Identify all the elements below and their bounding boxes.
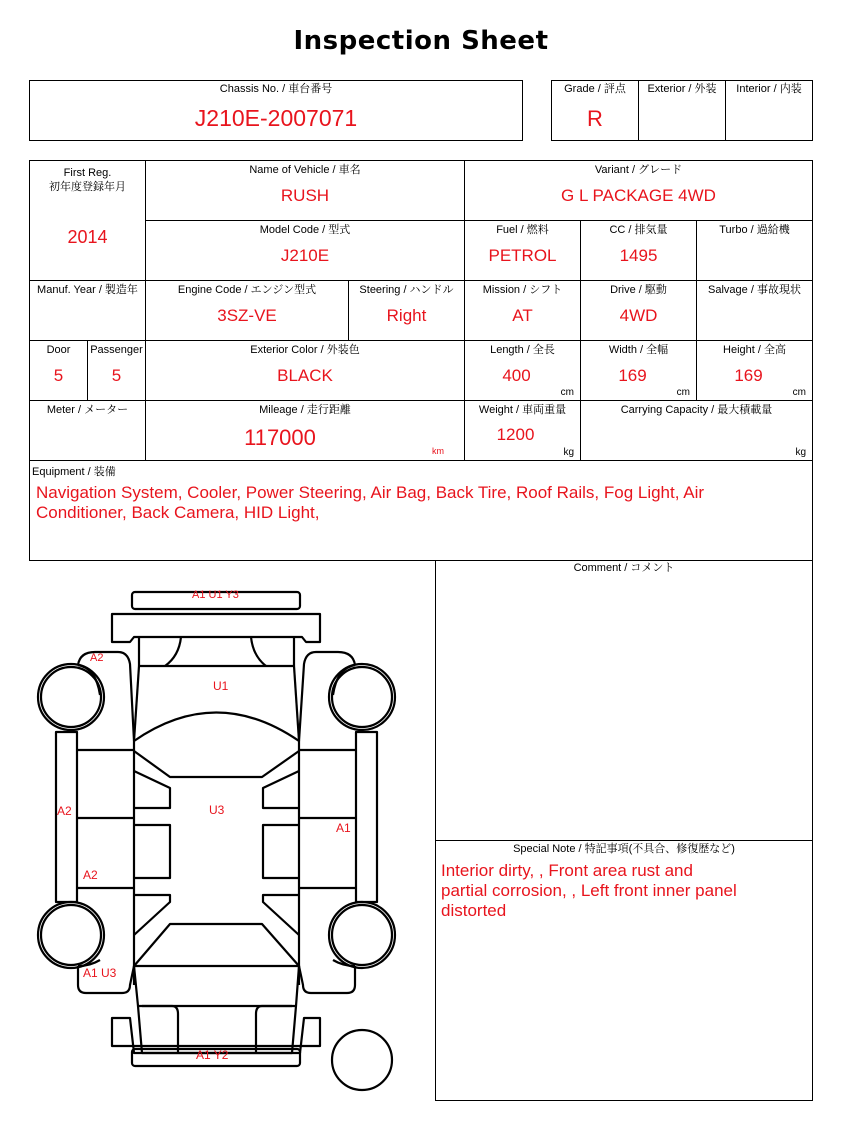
- exterior-color-label: Exterior Color / 外装色: [250, 344, 360, 356]
- special-note-box: [435, 840, 813, 1101]
- drive-cell: [581, 281, 697, 341]
- height-cell: [697, 341, 812, 401]
- diagram-label-left-rear-fender: A1 U3: [83, 966, 117, 980]
- first-reg-label-jp: 初年度登録年月: [49, 181, 126, 193]
- variant-value: G L PACKAGE 4WD: [561, 186, 716, 205]
- diagram-label-rear-bumper: A1 Y2: [196, 1048, 229, 1062]
- grade-label: Grade / 評点: [564, 83, 626, 95]
- weight-label: Weight / 車両重量: [478, 404, 567, 416]
- engine-code-label: Engine Code / エンジン型式: [177, 284, 317, 296]
- engine-code-cell: [146, 281, 349, 341]
- carrying-capacity-label: Carrying Capacity / 最大積載量: [620, 404, 773, 416]
- door-cell: [30, 341, 88, 401]
- equipment-cell: [30, 461, 812, 560]
- car-damage-diagram: [0, 560, 435, 1120]
- diagram-label-left-rear-door: A2: [83, 868, 98, 882]
- steering-value: Right: [386, 306, 427, 325]
- length-value: 400: [502, 366, 531, 385]
- grade-box: [551, 80, 813, 141]
- chassis-box: [29, 80, 523, 141]
- fuel-label: Fuel / 燃料: [496, 224, 549, 236]
- exterior-grade-cell: [639, 81, 726, 140]
- first-reg-value: 2014: [67, 227, 108, 247]
- passenger-cell: [88, 341, 146, 401]
- interior-grade-label: Interior / 内装: [736, 83, 802, 95]
- vehicle-details-table: [29, 160, 813, 561]
- vehicle-name-cell: [146, 161, 465, 221]
- length-label: Length / 全長: [490, 344, 555, 356]
- grade-cell: [552, 81, 639, 140]
- comment-box: [435, 560, 813, 841]
- width-cell: [581, 341, 697, 401]
- cc-value: 1495: [619, 246, 658, 265]
- variant-label: Variant / グレード: [594, 164, 683, 176]
- engine-code-value: 3SZ-VE: [217, 306, 277, 325]
- mission-label: Mission / シフト: [482, 284, 563, 296]
- drive-label: Drive / 駆動: [610, 284, 667, 296]
- fuel-value: PETROL: [488, 246, 557, 265]
- first-reg-cell: [30, 161, 146, 281]
- first-reg-label-en: First Reg.: [63, 167, 112, 179]
- diagram-label-right-side: A1: [336, 821, 351, 835]
- diagram-label-front-bumper: A1 U1 Y3: [192, 589, 239, 601]
- model-code-label: Model Code / 型式: [259, 224, 351, 236]
- steering-label: Steering / ハンドル: [359, 284, 454, 296]
- diagram-label-roof: U3: [209, 803, 225, 817]
- special-note-label: Special Note / 特記事項(不具合、修復歴など): [513, 843, 735, 855]
- special-note-value: Interior dirty, , Front area rust and partial corrosion, , Left front inner panel distorted: [441, 861, 737, 920]
- height-unit: cm: [792, 387, 806, 398]
- height-value: 169: [734, 366, 763, 385]
- meter-label: Meter / メーター: [46, 404, 129, 416]
- turbo-cell: [697, 221, 812, 281]
- width-value: 169: [618, 366, 647, 385]
- exterior-color-cell: [146, 341, 465, 401]
- diagram-label-hood: U1: [213, 679, 229, 693]
- salvage-label: Salvage / 事故現状: [708, 284, 801, 296]
- height-label: Height / 全高: [723, 344, 786, 356]
- length-unit: cm: [560, 387, 574, 398]
- page-title: Inspection Sheet: [293, 26, 549, 56]
- carrying-capacity-unit: kg: [795, 447, 806, 458]
- mission-value: AT: [512, 306, 533, 325]
- model-code-cell: [146, 221, 465, 281]
- exterior-color-value: BLACK: [277, 366, 333, 385]
- interior-grade-cell: [726, 81, 812, 140]
- diagram-label-left-front-fender: A2: [90, 652, 104, 664]
- car-outline-icon: [0, 560, 435, 1120]
- mileage-value: 117000: [244, 425, 316, 450]
- drive-value: 4WD: [619, 306, 658, 325]
- cc-label: CC / 排気量: [609, 224, 668, 236]
- model-code-value: J210E: [280, 246, 330, 265]
- mileage-unit: km: [432, 446, 444, 456]
- diagram-label-left-side: A2: [57, 804, 72, 818]
- width-unit: cm: [676, 387, 690, 398]
- manuf-year-label: Manuf. Year / 製造年: [37, 284, 138, 296]
- mileage-label: Mileage / 走行距離: [259, 404, 351, 416]
- width-label: Width / 全幅: [608, 344, 669, 356]
- carrying-capacity-cell: [581, 401, 812, 461]
- cc-cell: [581, 221, 697, 281]
- weight-cell: [465, 401, 581, 461]
- weight-value: 1200: [496, 425, 535, 444]
- variant-cell: [465, 161, 812, 221]
- comment-label: Comment / コメント: [573, 562, 675, 574]
- fuel-cell: [465, 221, 581, 281]
- chassis-value: J210E-2007071: [194, 105, 358, 131]
- passenger-label: Passenger: [90, 344, 143, 356]
- chassis-label: Chassis No. / 車台番号: [219, 83, 333, 95]
- mission-cell: [465, 281, 581, 341]
- salvage-cell: [697, 281, 812, 341]
- weight-unit: kg: [563, 447, 574, 458]
- length-cell: [465, 341, 581, 401]
- vehicle-name-label: Name of Vehicle / 車名: [249, 164, 361, 176]
- manuf-year-cell: [30, 281, 146, 341]
- passenger-value: 5: [111, 366, 122, 385]
- exterior-grade-label: Exterior / 外装: [647, 83, 717, 95]
- steering-cell: [349, 281, 465, 341]
- turbo-label: Turbo / 過給機: [719, 224, 790, 236]
- equipment-value: Navigation System, Cooler, Power Steering, Air Bag, Back Tire, Roof Rails, Fog Light, Air Conditioner, Back Camera, HID Light,: [36, 483, 705, 522]
- door-value: 5: [53, 366, 64, 385]
- door-label: Door: [46, 344, 71, 356]
- grade-value: R: [587, 106, 603, 131]
- equipment-label: Equipment / 装備: [32, 466, 116, 478]
- vehicle-name-value: RUSH: [280, 186, 330, 205]
- mileage-cell: [146, 401, 465, 461]
